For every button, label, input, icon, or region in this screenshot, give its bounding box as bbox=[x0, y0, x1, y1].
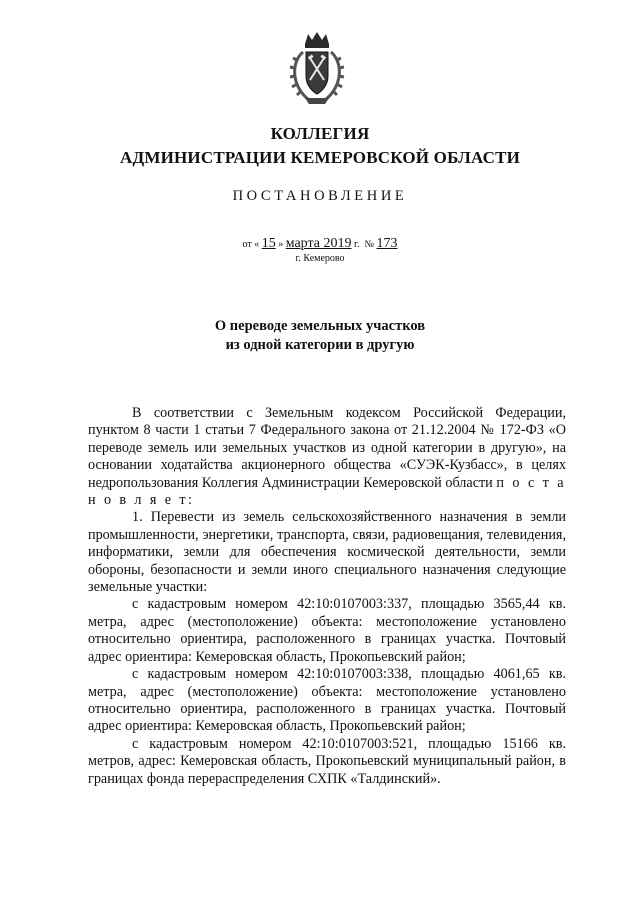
date-day: 15 bbox=[261, 236, 276, 251]
plot-3-paragraph: с кадастровым номером 42:10:0107003:521, площадью 15166 кв. метров, адрес: Кемеровская область, Прокопьевский муниципальный район, в границах фонда перераспределения СХПК «Талдинский». bbox=[88, 735, 566, 787]
document-type: ПОСТАНОВЛЕНИЕ bbox=[232, 188, 408, 204]
city-line: г. Кемерово bbox=[295, 253, 345, 264]
coat-of-arms-icon bbox=[287, 30, 347, 108]
org-title-line1: КОЛЛЕГИЯ bbox=[270, 124, 370, 143]
org-title-line2: АДМИНИСТРАЦИИ КЕМЕРОВСКОЙ ОБЛАСТИ bbox=[119, 148, 521, 167]
date-month-year: марта 2019 bbox=[285, 236, 352, 251]
preamble-text: В соответствии с Земельным кодексом Российской Федерации, пунктом 8 части 1 статьи 7 Федерального закона от 21.12.2004 № 172-ФЗ «О переводе земель или земельных участков из одной категории в другую», на основании ходатайства акционерного общества «СУЭК-Кузбасс», в целях недропользования Коллегия Администрации Кемеровской области bbox=[88, 405, 566, 491]
subject-line2: из одной категории в другую bbox=[225, 337, 415, 353]
item-1-paragraph: 1. Перевести из земель сельскохозяйственного назначения в земли промышленности, энергетики, транспорта, связи, радиовещания, телевидения, информатики, земли для обеспечения космической деятельности, земли обороны, безопасности и земли иного специального назначения следующие земельные участки: bbox=[88, 509, 566, 596]
year-suffix: г. bbox=[354, 239, 360, 250]
date-number-line bbox=[0, 236, 640, 252]
date-mid: » bbox=[278, 239, 284, 250]
date-prefix: от « bbox=[242, 239, 260, 250]
number-sign: № bbox=[364, 239, 375, 250]
preamble-paragraph bbox=[88, 405, 566, 509]
decree-number: 173 bbox=[376, 236, 398, 251]
plot-1-paragraph: с кадастровым номером 42:10:0107003:337, площадью 3565,44 кв. метра, адрес (местоположение) объекта: местоположение установлено относительно ориентира, расположенного в границах участка. Почтовый адрес ориентира: Кемеровская область, Прокопьевский район; bbox=[88, 596, 566, 665]
plot-2-paragraph: с кадастровым номером 42:10:0107003:338, площадью 4061,65 кв. метра, адрес (местоположение) объекта: местоположение установлено относительно ориентира, расположенного в границах участка. Почтовый адрес ориентира: Кемеровская область, Прокопьевский район; bbox=[88, 666, 566, 735]
document-body bbox=[88, 405, 566, 788]
resolves-text: п о с т а н о в л я е т: bbox=[88, 474, 566, 509]
subject-line1: О переводе земельных участков bbox=[214, 318, 426, 334]
